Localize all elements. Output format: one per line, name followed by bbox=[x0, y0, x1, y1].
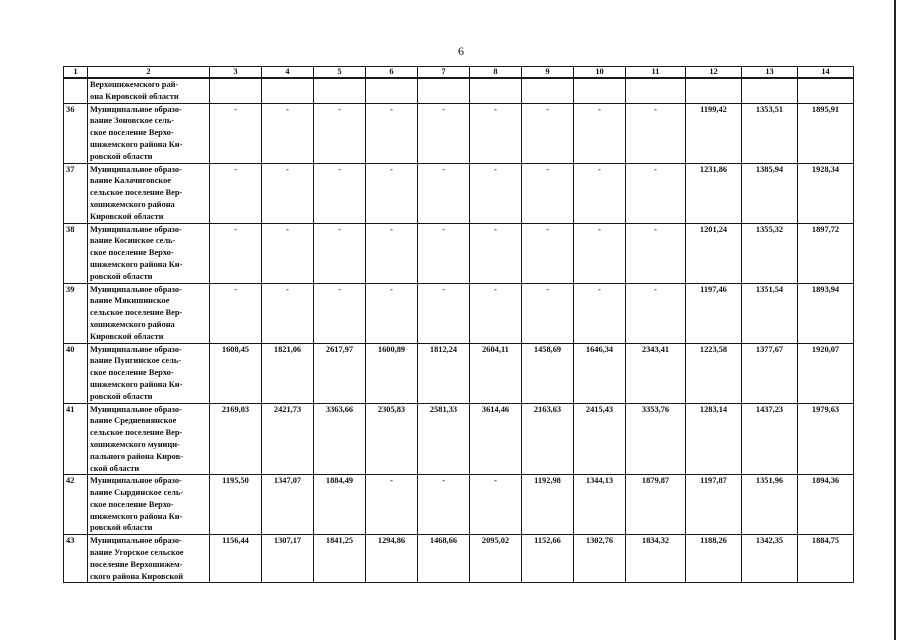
header-row bbox=[64, 67, 854, 79]
name-line: вание Зоновское сель- bbox=[90, 116, 175, 126]
table-row bbox=[64, 283, 854, 343]
column-header: 6 bbox=[366, 67, 418, 79]
tariff-value: 2095,02 bbox=[470, 535, 522, 583]
row-number: 37 bbox=[64, 163, 88, 223]
row-number: 43 bbox=[64, 535, 88, 583]
tariff-value: 2163,63 bbox=[522, 403, 574, 475]
tariff-value: - bbox=[522, 103, 574, 163]
tariff-value: 2581,33 bbox=[418, 403, 470, 475]
tariff-value: - bbox=[210, 163, 262, 223]
tariff-value bbox=[798, 78, 854, 103]
tariff-value: 1608,45 bbox=[210, 343, 262, 403]
tariff-value: 1351,96 bbox=[742, 475, 798, 535]
column-header: 9 bbox=[522, 67, 574, 79]
tariff-value: 1347,07 bbox=[262, 475, 314, 535]
name-line: она Кировской области bbox=[90, 91, 179, 101]
name-line: поселение Верхошижем- bbox=[90, 559, 183, 569]
tariff-value: - bbox=[470, 475, 522, 535]
column-header: 10 bbox=[574, 67, 626, 79]
name-line: ровской области bbox=[90, 271, 153, 281]
tariff-value: - bbox=[418, 475, 470, 535]
tariff-value: 2343,41 bbox=[626, 343, 686, 403]
tariff-value: - bbox=[314, 103, 366, 163]
row-number: 40 bbox=[64, 343, 88, 403]
tariff-table bbox=[63, 66, 854, 583]
table-row bbox=[64, 475, 854, 535]
name-line: шижемского района Ки- bbox=[90, 259, 183, 269]
tariff-value bbox=[210, 78, 262, 103]
tariff-value: 1897,72 bbox=[798, 223, 854, 283]
name-line: шижемского района Ки- bbox=[90, 511, 183, 521]
name-line: ровской области bbox=[90, 523, 153, 533]
municipality-name bbox=[88, 78, 210, 103]
tariff-value: 2421,73 bbox=[262, 403, 314, 475]
name-line: Кировской области bbox=[90, 331, 164, 341]
tariff-value: - bbox=[262, 283, 314, 343]
tariff-value: - bbox=[366, 163, 418, 223]
name-line: Муниципальное образо- bbox=[90, 344, 182, 354]
name-line: шижемского района Ки- bbox=[90, 379, 183, 389]
table-row bbox=[64, 163, 854, 223]
tariff-value: 1979,63 bbox=[798, 403, 854, 475]
table-row bbox=[64, 403, 854, 475]
tariff-value: 3614,46 bbox=[470, 403, 522, 475]
tariff-value: - bbox=[418, 283, 470, 343]
tariff-value: 1841,25 bbox=[314, 535, 366, 583]
tariff-value: - bbox=[366, 223, 418, 283]
tariff-value: 1895,91 bbox=[798, 103, 854, 163]
tariff-value: - bbox=[210, 283, 262, 343]
name-line: ское поселение Верхо- bbox=[90, 499, 174, 509]
tariff-value: - bbox=[366, 283, 418, 343]
tariff-value: 1468,66 bbox=[418, 535, 470, 583]
page-number: 6 bbox=[458, 44, 464, 58]
tariff-value: 1156,44 bbox=[210, 535, 262, 583]
name-line: вание Косинское сель- bbox=[90, 236, 176, 246]
name-line: Муниципальное образо- bbox=[90, 476, 182, 486]
tariff-value: 1351,54 bbox=[742, 283, 798, 343]
name-line: вание Пунгинское сель- bbox=[90, 356, 182, 366]
column-header: 12 bbox=[686, 67, 742, 79]
tariff-value: - bbox=[262, 223, 314, 283]
tariff-value: - bbox=[366, 103, 418, 163]
tariff-value: 1928,34 bbox=[798, 163, 854, 223]
tariff-value: 1385,94 bbox=[742, 163, 798, 223]
name-line: Муниципальное образо- bbox=[90, 536, 182, 546]
tariff-value: - bbox=[210, 223, 262, 283]
tariff-value: - bbox=[262, 103, 314, 163]
name-line: Муниципальное образо- bbox=[90, 224, 182, 234]
tariff-value: 1283,14 bbox=[686, 403, 742, 475]
tariff-value bbox=[522, 78, 574, 103]
tariff-value: 1195,50 bbox=[210, 475, 262, 535]
column-header: 2 bbox=[88, 67, 210, 79]
tariff-value: - bbox=[314, 283, 366, 343]
tariff-value: 1884,75 bbox=[798, 535, 854, 583]
name-line: Муниципальное образо- bbox=[90, 164, 182, 174]
tariff-value: - bbox=[366, 475, 418, 535]
row-number: 36 bbox=[64, 103, 88, 163]
tariff-value bbox=[470, 78, 522, 103]
tariff-value bbox=[262, 78, 314, 103]
row-number: 38 bbox=[64, 223, 88, 283]
tariff-value: 1812,24 bbox=[418, 343, 470, 403]
column-header: 4 bbox=[262, 67, 314, 79]
name-line: вание Мякишинское bbox=[90, 296, 170, 306]
name-line: ской области bbox=[90, 463, 140, 473]
tariff-value: - bbox=[574, 283, 626, 343]
tariff-value: 1302,76 bbox=[574, 535, 626, 583]
tariff-value: - bbox=[314, 163, 366, 223]
tariff-value: - bbox=[626, 103, 686, 163]
column-header: 14 bbox=[798, 67, 854, 79]
tariff-value: - bbox=[626, 223, 686, 283]
tariff-value: - bbox=[574, 163, 626, 223]
municipality-name bbox=[88, 475, 210, 535]
tariff-value: - bbox=[470, 163, 522, 223]
municipality-name bbox=[88, 403, 210, 475]
tariff-value: 1344,13 bbox=[574, 475, 626, 535]
tariff-value: - bbox=[314, 223, 366, 283]
name-line: сельское поселение Вер- bbox=[90, 188, 183, 198]
tariff-value bbox=[366, 78, 418, 103]
tariff-value: 1192,98 bbox=[522, 475, 574, 535]
tariff-value: 1879,87 bbox=[626, 475, 686, 535]
tariff-value bbox=[314, 78, 366, 103]
name-line: ское поселение Верхо- bbox=[90, 368, 174, 378]
tariff-value: 1377,67 bbox=[742, 343, 798, 403]
tariff-value: 1223,58 bbox=[686, 343, 742, 403]
tariff-value: 1152,66 bbox=[522, 535, 574, 583]
tariff-value bbox=[626, 78, 686, 103]
tariff-value: - bbox=[470, 283, 522, 343]
tariff-value: 3353,76 bbox=[626, 403, 686, 475]
tariff-value: - bbox=[522, 283, 574, 343]
name-line: хошижемского района bbox=[90, 319, 175, 329]
tariff-value: 1353,51 bbox=[742, 103, 798, 163]
table-row bbox=[64, 535, 854, 583]
name-line: ровской области bbox=[90, 391, 153, 401]
municipality-name bbox=[88, 535, 210, 583]
municipality-name bbox=[88, 163, 210, 223]
name-line: вание Сырдинское сель- bbox=[90, 488, 184, 498]
tariff-value bbox=[418, 78, 470, 103]
name-line: вание Угорское сельское bbox=[90, 548, 184, 558]
table-row bbox=[64, 223, 854, 283]
tariff-value: - bbox=[262, 163, 314, 223]
tariff-value: - bbox=[418, 103, 470, 163]
page-edge-rule bbox=[894, 0, 896, 640]
name-line: Муниципальное образо- bbox=[90, 284, 182, 294]
tariff-value: - bbox=[418, 223, 470, 283]
name-line: хошижемского района bbox=[90, 199, 175, 209]
column-header: 11 bbox=[626, 67, 686, 79]
tariff-value: 1437,23 bbox=[742, 403, 798, 475]
tariff-value: 1355,32 bbox=[742, 223, 798, 283]
tariff-value: 1342,35 bbox=[742, 535, 798, 583]
tariff-value: 1884,49 bbox=[314, 475, 366, 535]
tariff-value: 3363,66 bbox=[314, 403, 366, 475]
tariff-value: 1294,86 bbox=[366, 535, 418, 583]
municipality-name bbox=[88, 343, 210, 403]
tariff-value: 1920,07 bbox=[798, 343, 854, 403]
name-line: ровской области bbox=[90, 151, 153, 161]
table-row bbox=[64, 103, 854, 163]
municipality-name bbox=[88, 223, 210, 283]
row-number: 41 bbox=[64, 403, 88, 475]
tariff-value: 2305,83 bbox=[366, 403, 418, 475]
name-line: ского района Кировской bbox=[90, 571, 184, 581]
tariff-value: 1646,34 bbox=[574, 343, 626, 403]
tariff-value: 1197,46 bbox=[686, 283, 742, 343]
tariff-value bbox=[686, 78, 742, 103]
tariff-value: - bbox=[522, 163, 574, 223]
tariff-value: 1834,32 bbox=[626, 535, 686, 583]
tariff-value: - bbox=[574, 103, 626, 163]
tariff-value bbox=[574, 78, 626, 103]
tariff-value: 1199,42 bbox=[686, 103, 742, 163]
municipality-name bbox=[88, 283, 210, 343]
tariff-value: - bbox=[574, 223, 626, 283]
name-line: сельское поселение Вер- bbox=[90, 308, 183, 318]
column-header: 1 bbox=[64, 67, 88, 79]
name-line: Кировской области bbox=[90, 211, 164, 221]
tariff-value: - bbox=[418, 163, 470, 223]
name-line: шижемского района Ки- bbox=[90, 139, 183, 149]
tariff-value: - bbox=[522, 223, 574, 283]
name-line: хошижемского муници- bbox=[90, 439, 180, 449]
tariff-value: 1231,86 bbox=[686, 163, 742, 223]
table-row bbox=[64, 78, 854, 103]
table-row bbox=[64, 343, 854, 403]
tariff-value: 1600,89 bbox=[366, 343, 418, 403]
tariff-value: 2604,11 bbox=[470, 343, 522, 403]
column-header: 3 bbox=[210, 67, 262, 79]
tariff-value: 1458,69 bbox=[522, 343, 574, 403]
column-header: 7 bbox=[418, 67, 470, 79]
tariff-value: 1821,06 bbox=[262, 343, 314, 403]
name-line: пального района Киров- bbox=[90, 451, 183, 461]
tariff-value: - bbox=[470, 223, 522, 283]
column-header: 8 bbox=[470, 67, 522, 79]
tariff-value: 2169,03 bbox=[210, 403, 262, 475]
row-number: 39 bbox=[64, 283, 88, 343]
tariff-value: - bbox=[210, 103, 262, 163]
name-line: Верхошижемского рай- bbox=[90, 80, 179, 89]
column-header: 5 bbox=[314, 67, 366, 79]
tariff-value: 1197,87 bbox=[686, 475, 742, 535]
tariff-value bbox=[742, 78, 798, 103]
tariff-value: 1201,24 bbox=[686, 223, 742, 283]
row-number: 42 bbox=[64, 475, 88, 535]
tariff-value: - bbox=[626, 163, 686, 223]
name-line: ское поселение Верхо- bbox=[90, 128, 174, 138]
name-line: вание Средневиянское bbox=[90, 416, 177, 426]
tariff-value: 1894,36 bbox=[798, 475, 854, 535]
name-line: ское поселение Верхо- bbox=[90, 248, 174, 258]
tariff-value: 1188,26 bbox=[686, 535, 742, 583]
tariff-value: 1307,17 bbox=[262, 535, 314, 583]
name-line: вание Калачиговское bbox=[90, 176, 172, 186]
tariff-value: - bbox=[626, 283, 686, 343]
tariff-value: 2415,43 bbox=[574, 403, 626, 475]
tariff-value: - bbox=[470, 103, 522, 163]
column-header: 13 bbox=[742, 67, 798, 79]
name-line: сельское поселение Вер- bbox=[90, 428, 183, 438]
tariff-value: 1893,94 bbox=[798, 283, 854, 343]
municipality-name bbox=[88, 103, 210, 163]
row-number bbox=[64, 78, 88, 103]
tariff-value: 2617,97 bbox=[314, 343, 366, 403]
name-line: Муниципальное образо- bbox=[90, 104, 182, 114]
name-line: Муниципальное образо- bbox=[90, 404, 182, 414]
